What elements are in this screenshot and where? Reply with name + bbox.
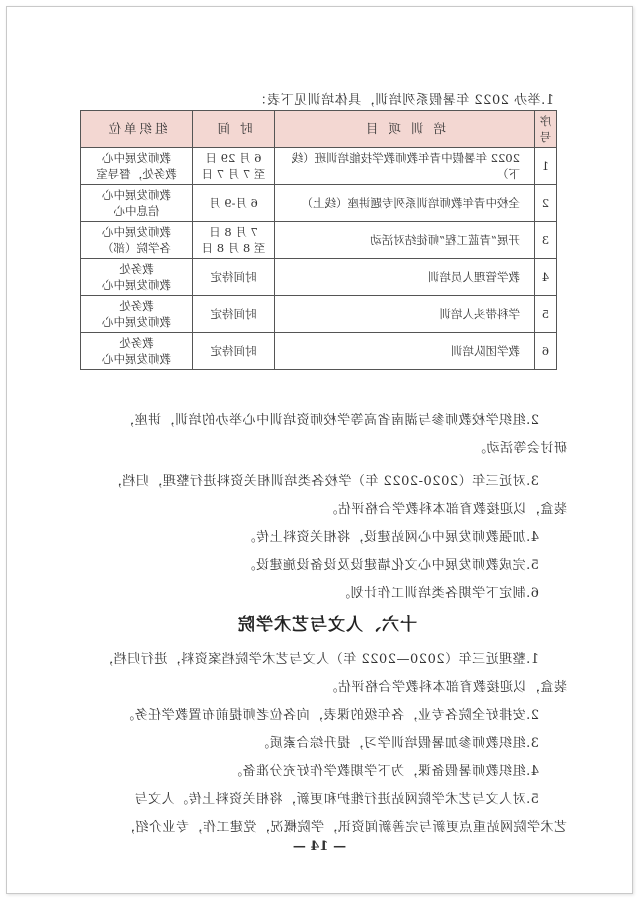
cell-item: 开展“青蓝工程”师徒结对活动 [275,222,535,259]
header-org: 组织单位 [81,111,193,148]
table-header-row [81,111,557,148]
paragraph-line: 2.组织学校教师参与湖南省高等学校师资培训中心举办的培训，讲座， [120,413,539,428]
header-item: 培 训 项 目 [275,111,535,148]
paragraph-line: 6.制定下学期各类培训工作计划。 [336,586,539,601]
paragraph-line: 1.整理近三年（2020—2022 年）人文与艺术学院档案资料，进行归档， [99,652,539,667]
table-row [81,296,557,333]
paragraph-line: 4.组织教师暑假备课，为下学期教学作好充分准备。 [228,764,539,779]
table-body [81,148,557,370]
paragraph-line: 5.完成教师发展中心文化墙建设及设备设施建设。 [242,558,539,573]
cell-no: 3 [535,222,557,259]
cell-item: 2022 年暑假中青年教师教学技能培训班（线下） [275,148,535,185]
mirrored-content [7,7,632,893]
table-row [81,259,557,296]
cell-time: 6 月 29 日 至 7 月 7 日 [193,148,275,185]
cell-no: 4 [535,259,557,296]
cell-time: 时间待定 [193,259,275,296]
cell-item: 教学团队培训 [275,333,535,370]
cell-time: 时间待定 [193,296,275,333]
cell-time: 7 月 8 日 至 8 月 8 日 [193,222,275,259]
cell-time: 时间待定 [193,333,275,370]
paragraph-line: 2.安排好全院各专业，各年级的课表，向各位老师提前布置教学任务。 [120,708,539,723]
paragraph-line: 4.加强教师发展中心网站建设，将相关资料上传。 [242,530,539,545]
paragraph-line: 3.对近三年（2020-2022 年）学校各类培训相关资料进行整理，归档， [108,474,539,489]
training-table [80,110,557,370]
header-no: 序号 [535,111,557,148]
cell-org: 教务处 教师发展中心 [81,333,193,370]
cell-no: 2 [535,185,557,222]
cell-no: 1 [535,148,557,185]
paragraph-line: 研讨会等活动。 [472,441,567,456]
table-row [81,222,557,259]
page-number: — 14 — [292,839,347,854]
paragraph-line: 3.组织教师参加暑假培训学习，提升综合素质。 [255,736,539,751]
cell-item: 学科带头人培训 [275,296,535,333]
cell-item: 教学管理人员培训 [275,259,535,296]
cell-org: 教师发展中心 各学院（部） [81,222,193,259]
intro-line: 1.举办 2022 年暑假系列培训，具体培训见下表： [253,93,554,108]
cell-item: 全校中青年教师培训系列专题讲座（线上） [275,185,535,222]
table-row [81,148,557,185]
cell-org: 教师发展中心 教务处，督导室 [81,148,193,185]
paragraph-line: 装盒，以迎接教育部本科教学合格评估。 [323,502,567,517]
cell-no: 6 [535,333,557,370]
table-row [81,185,557,222]
paragraph-line: 装盒，以迎接教育部本科教学合格评估。 [323,680,567,695]
cell-org: 教务处 教师发展中心 [81,259,193,296]
section-title: 十六、人文与艺术学院 [237,615,417,635]
header-time: 时 间 [193,111,275,148]
table-row [81,333,557,370]
cell-no: 5 [535,296,557,333]
paragraph-line: 艺术学院网站重点更新与完善新闻资讯，学院概况，党建工作，专业介绍， [121,820,567,835]
cell-time: 6 月-9 月 [193,185,275,222]
cell-org: 教师发展中心 信息中心 [81,185,193,222]
document-page [6,6,633,894]
cell-org: 教务处 教师发展中心 [81,296,193,333]
paragraph-line: 5.对人文与艺术学院网站进行维护和更新，将相关资料上传。人文与 [134,792,539,807]
